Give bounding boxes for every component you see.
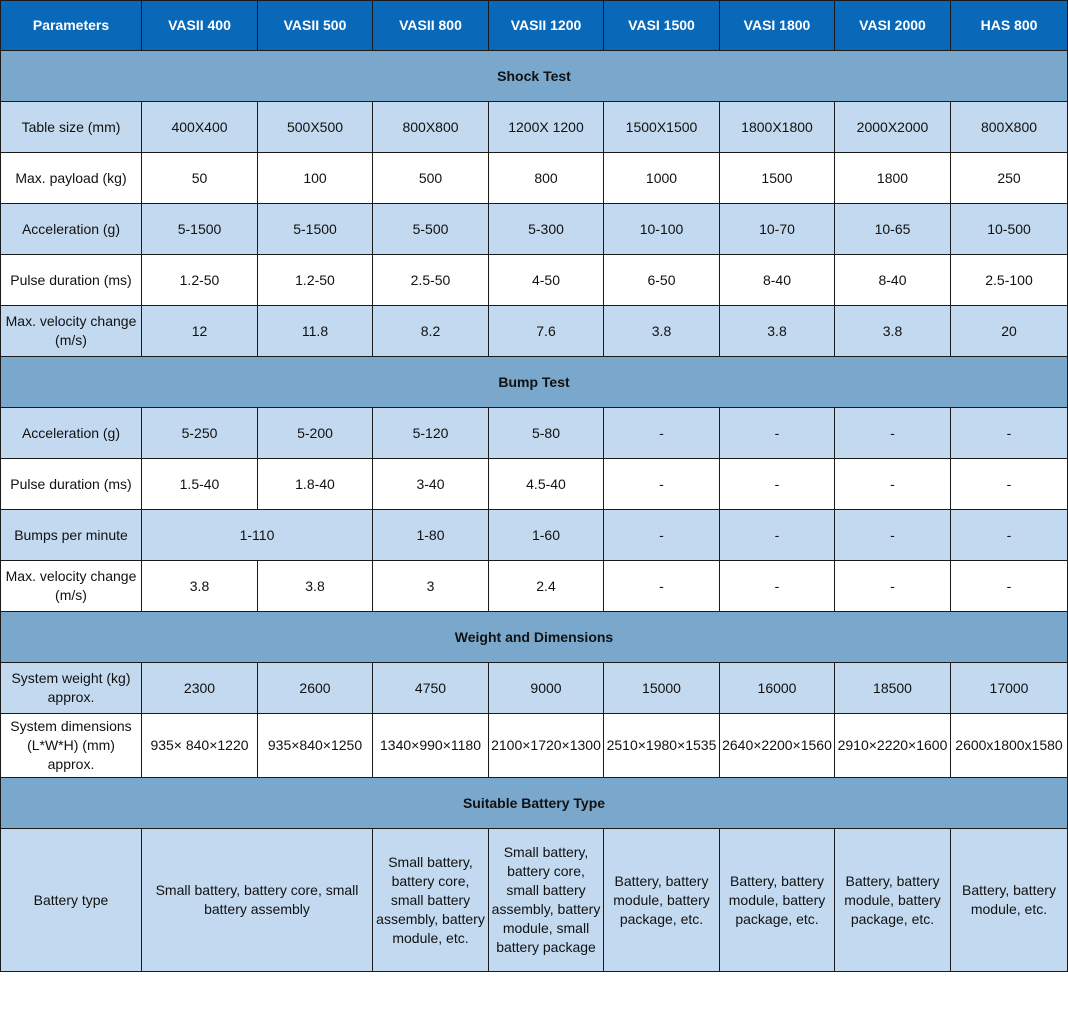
table-cell: 20 — [951, 306, 1068, 357]
table-cell: 3.8 — [720, 306, 835, 357]
table-cell: 16000 — [720, 663, 835, 714]
table-cell: 2300 — [142, 663, 258, 714]
table-cell: 1000 — [604, 153, 720, 204]
section-row-shock-test — [1, 51, 1068, 102]
table-cell: - — [604, 561, 720, 612]
table-cell: 2000X2000 — [835, 102, 951, 153]
table-cell: 3.8 — [835, 306, 951, 357]
table-cell: 1.5-40 — [142, 459, 258, 510]
table-cell: 3-40 — [373, 459, 489, 510]
header-cell: HAS 800 — [951, 1, 1068, 51]
table-row — [1, 663, 1068, 714]
table-cell: 1.8-40 — [258, 459, 373, 510]
table-cell: - — [835, 510, 951, 561]
table-cell: 2600 — [258, 663, 373, 714]
table-cell: - — [604, 459, 720, 510]
table-cell: 400X400 — [142, 102, 258, 153]
table-cell: 4-50 — [489, 255, 604, 306]
table-cell: 10-500 — [951, 204, 1068, 255]
table-cell: 935× 840×1220 — [142, 714, 258, 778]
table-row — [1, 714, 1068, 778]
table-cell: - — [720, 408, 835, 459]
table-cell: 3.8 — [142, 561, 258, 612]
table-row — [1, 510, 1068, 561]
table-row — [1, 153, 1068, 204]
table-cell: 1-60 — [489, 510, 604, 561]
table-cell: 100 — [258, 153, 373, 204]
row-label: Acceleration (g) — [1, 204, 142, 255]
table-cell: 10-70 — [720, 204, 835, 255]
table-cell: 935×840×1250 — [258, 714, 373, 778]
table-cell: 8-40 — [720, 255, 835, 306]
table-cell: 1-80 — [373, 510, 489, 561]
table-cell: 3 — [373, 561, 489, 612]
section-title: Bump Test — [1, 357, 1068, 408]
table-cell: - — [604, 408, 720, 459]
section-title: Suitable Battery Type — [1, 778, 1068, 829]
table-cell: 50 — [142, 153, 258, 204]
header-cell: VASI 1800 — [720, 1, 835, 51]
table-cell: 4.5-40 — [489, 459, 604, 510]
table-cell: 5-200 — [258, 408, 373, 459]
table-cell: 1500 — [720, 153, 835, 204]
table-row — [1, 102, 1068, 153]
table-cell: - — [951, 510, 1068, 561]
section-row-battery-type — [1, 778, 1068, 829]
table-cell: 800X800 — [951, 102, 1068, 153]
table-cell: 1800 — [835, 153, 951, 204]
table-cell: Battery, battery module, battery package, etc. — [604, 829, 720, 972]
header-cell: VASI 1500 — [604, 1, 720, 51]
section-row-bump-test — [1, 357, 1068, 408]
table-cell: 4750 — [373, 663, 489, 714]
header-cell: VASII 500 — [258, 1, 373, 51]
table-cell: - — [720, 510, 835, 561]
table-row — [1, 561, 1068, 612]
table-cell: 5-120 — [373, 408, 489, 459]
table-cell: 1500X1500 — [604, 102, 720, 153]
table-cell: 500 — [373, 153, 489, 204]
table-cell: 5-1500 — [142, 204, 258, 255]
table-cell: 9000 — [489, 663, 604, 714]
table-cell: 250 — [951, 153, 1068, 204]
table-cell: 17000 — [951, 663, 1068, 714]
table-row — [1, 204, 1068, 255]
table-cell: Battery, battery module, battery package, etc. — [720, 829, 835, 972]
section-title: Weight and Dimensions — [1, 612, 1068, 663]
table-cell: 7.6 — [489, 306, 604, 357]
table-cell: 1800X1800 — [720, 102, 835, 153]
section-row-weight-dimensions — [1, 612, 1068, 663]
table-cell: 5-1500 — [258, 204, 373, 255]
table-cell: - — [835, 408, 951, 459]
table-cell: - — [604, 510, 720, 561]
table-cell: - — [951, 408, 1068, 459]
header-cell: VASI 2000 — [835, 1, 951, 51]
table-row — [1, 306, 1068, 357]
row-label: Bumps per minute — [1, 510, 142, 561]
table-cell: 8.2 — [373, 306, 489, 357]
table-cell: Battery, battery module, battery package, etc. — [835, 829, 951, 972]
row-label: Pulse duration (ms) — [1, 459, 142, 510]
row-label: Battery type — [1, 829, 142, 972]
table-cell: - — [720, 459, 835, 510]
table-cell: 1.2-50 — [142, 255, 258, 306]
header-cell: Parameters — [1, 1, 142, 51]
row-label: Acceleration (g) — [1, 408, 142, 459]
table-row — [1, 829, 1068, 972]
table-cell: 2.4 — [489, 561, 604, 612]
row-label: Max. velocity change (m/s) — [1, 561, 142, 612]
header-cell: VASII 1200 — [489, 1, 604, 51]
table-cell: 18500 — [835, 663, 951, 714]
table-cell: 3.8 — [604, 306, 720, 357]
table-cell: Small battery, battery core, small battery assembly, battery module, etc. — [373, 829, 489, 972]
row-label: Table size (mm) — [1, 102, 142, 153]
table-cell: 500X500 — [258, 102, 373, 153]
row-label: Pulse duration (ms) — [1, 255, 142, 306]
table-cell: 800 — [489, 153, 604, 204]
table-cell: 6-50 — [604, 255, 720, 306]
table-cell: Battery, battery module, etc. — [951, 829, 1068, 972]
table-cell: 2100×1720×1300 — [489, 714, 604, 778]
table-cell-merged: Small battery, battery core, small battery assembly — [142, 829, 373, 972]
table-cell: 5-300 — [489, 204, 604, 255]
table-row — [1, 255, 1068, 306]
table-cell: 15000 — [604, 663, 720, 714]
table-cell: 10-100 — [604, 204, 720, 255]
table-cell: - — [720, 561, 835, 612]
table-cell: 2510×1980×1535 — [604, 714, 720, 778]
table-cell: - — [835, 459, 951, 510]
table-cell: 2640×2200×1560 — [720, 714, 835, 778]
table-cell: - — [951, 561, 1068, 612]
table-cell: 2910×2220×1600 — [835, 714, 951, 778]
table-cell: 11.8 — [258, 306, 373, 357]
table-cell: 800X800 — [373, 102, 489, 153]
header-cell: VASII 400 — [142, 1, 258, 51]
table-cell: Small battery, battery core, small battery assembly, battery module, small battery package — [489, 829, 604, 972]
table-cell: 1.2-50 — [258, 255, 373, 306]
table-cell: 5-250 — [142, 408, 258, 459]
header-row — [1, 1, 1068, 51]
row-label: System dimensions (L*W*H) (mm) approx. — [1, 714, 142, 778]
table-cell-merged: 1-110 — [142, 510, 373, 561]
table-cell: 8-40 — [835, 255, 951, 306]
table-cell: 2.5-50 — [373, 255, 489, 306]
table-cell: - — [835, 561, 951, 612]
table-row — [1, 459, 1068, 510]
table-row — [1, 408, 1068, 459]
header-cell: VASII 800 — [373, 1, 489, 51]
table-cell: 2.5-100 — [951, 255, 1068, 306]
section-title: Shock Test — [1, 51, 1068, 102]
table-cell: 5-500 — [373, 204, 489, 255]
table-cell: 1340×990×1180 — [373, 714, 489, 778]
table-cell: 3.8 — [258, 561, 373, 612]
table-cell: 2600x1800x1580 — [951, 714, 1068, 778]
table-cell: - — [951, 459, 1068, 510]
table-cell: 1200X 1200 — [489, 102, 604, 153]
table-cell: 10-65 — [835, 204, 951, 255]
table-cell: 12 — [142, 306, 258, 357]
row-label: Max. velocity change (m/s) — [1, 306, 142, 357]
row-label: System weight (kg) approx. — [1, 663, 142, 714]
row-label: Max. payload (kg) — [1, 153, 142, 204]
table-cell: 5-80 — [489, 408, 604, 459]
